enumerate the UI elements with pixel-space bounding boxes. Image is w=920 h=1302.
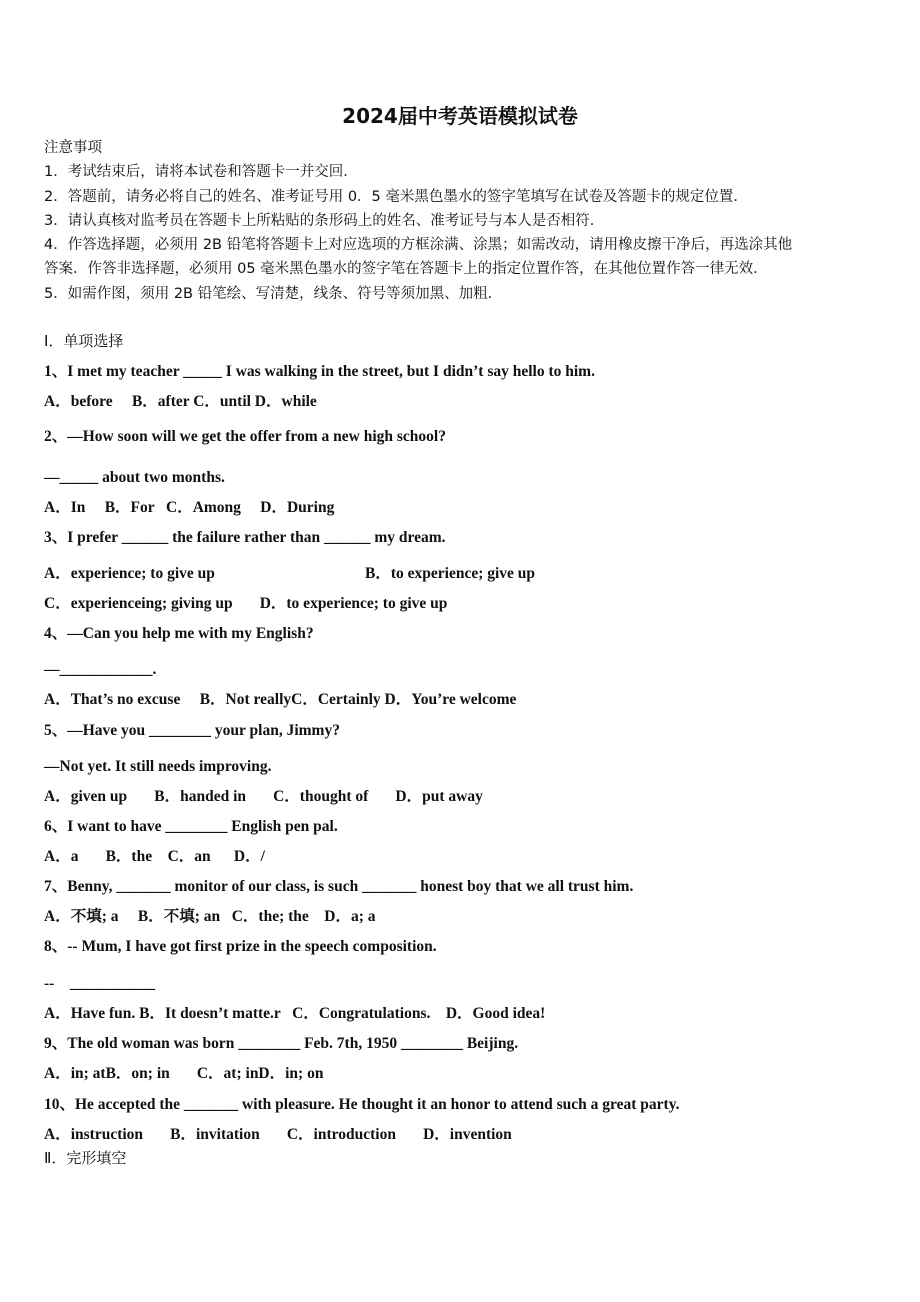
- notice-item: 3．请认真核对监考员在答题卡上所粘贴的条形码上的姓名、准考证号与本人是否相符．: [44, 213, 605, 229]
- question-10-options: A．instruction B．invitation C．introduction D．invention: [44, 1126, 512, 1143]
- question-6-stem: 6、I want to have ________ English pen pal.: [44, 818, 338, 835]
- question-7-options: A．不填; a B．不填; an C．the; the D．a; a: [44, 908, 376, 925]
- question-4-reply: —____________.: [44, 661, 157, 678]
- question-8-stem: 8、-- Mum, I have got first prize in the speech composition.: [44, 938, 437, 955]
- question-5-stem: 5、—Have you ________ your plan, Jimmy?: [44, 722, 340, 739]
- question-2-stem: 2、—How soon will we get the offer from a new high school?: [44, 428, 446, 445]
- question-8-options: A．Have fun. B．It doesn’t matte.r C．Congratulations. D．Good idea!: [44, 1005, 546, 1022]
- question-1-options: A．before B．after C．until D．while: [44, 393, 317, 410]
- question-6-options: A．a B．the C．an D．/: [44, 848, 265, 865]
- section-heading-single-choice: Ⅰ．单项选择: [44, 332, 124, 350]
- question-3-option-a: A．experience; to give up: [44, 565, 215, 582]
- question-5-options: A．given up B．handed in C．thought of D．put away: [44, 788, 483, 805]
- question-7-stem: 7、Benny, _______ monitor of our class, is such _______ honest boy that we all trust him.: [44, 878, 634, 895]
- question-1-stem: 1、I met my teacher _____ I was walking in the street, but I didn’t say hello to him.: [44, 363, 595, 380]
- notice-item: 答案．作答非选择题，必须用 05 毫米黑色墨水的签字笔在答题卡上的指定位置作答，在其他位置作答一律无效．: [44, 261, 768, 277]
- question-4-options: A．That’s no excuse B．Not reallyC．Certainly D．You’re welcome: [44, 691, 517, 708]
- notice-item: 1．考试结束后，请将本试卷和答题卡一并交回．: [44, 164, 358, 180]
- notice-item: 5．如需作图，须用 2B 铅笔绘、写清楚，线条、符号等须加黑、加粗．: [44, 286, 503, 302]
- question-3-stem: 3、I prefer ______ the failure rather than ______ my dream.: [44, 529, 446, 546]
- notice-item: 4．作答选择题，必须用 2B 铅笔将答题卡上对应选项的方框涂满、涂黑；如需改动，请用橡皮擦干净后，再选涂其他: [44, 237, 793, 253]
- notice-item: 2．答题前，请务必将自己的姓名、准考证号用 0．5 毫米黑色墨水的签字笔填写在试卷及答题卡的规定位置．: [44, 189, 748, 205]
- question-3-options-cd: C．experienceing; giving up D．to experience; to give up: [44, 595, 448, 612]
- question-8-reply: -- ___________: [44, 975, 156, 992]
- question-9-options: A．in; atB．on; in C．at; inD．in; on: [44, 1065, 324, 1082]
- page-title: 2024届中考英语模拟试卷: [342, 104, 578, 128]
- question-9-stem: 9、The old woman was born ________ Feb. 7th, 1950 ________ Beijing.: [44, 1035, 519, 1052]
- notice-heading: 注意事项: [44, 140, 102, 156]
- question-10-stem: 10、He accepted the _______ with pleasure. He thought it an honor to attend such a great party.: [44, 1096, 680, 1113]
- question-3-option-b: B．to experience; give up: [365, 565, 536, 582]
- section-heading-cloze: Ⅱ．完形填空: [44, 1149, 127, 1167]
- question-2-reply: —_____ about two months.: [44, 469, 225, 486]
- question-2-options: A．In B．For C．Among D．During: [44, 499, 335, 516]
- question-4-stem: 4、—Can you help me with my English?: [44, 625, 314, 642]
- question-5-reply: —Not yet. It still needs improving.: [44, 758, 272, 775]
